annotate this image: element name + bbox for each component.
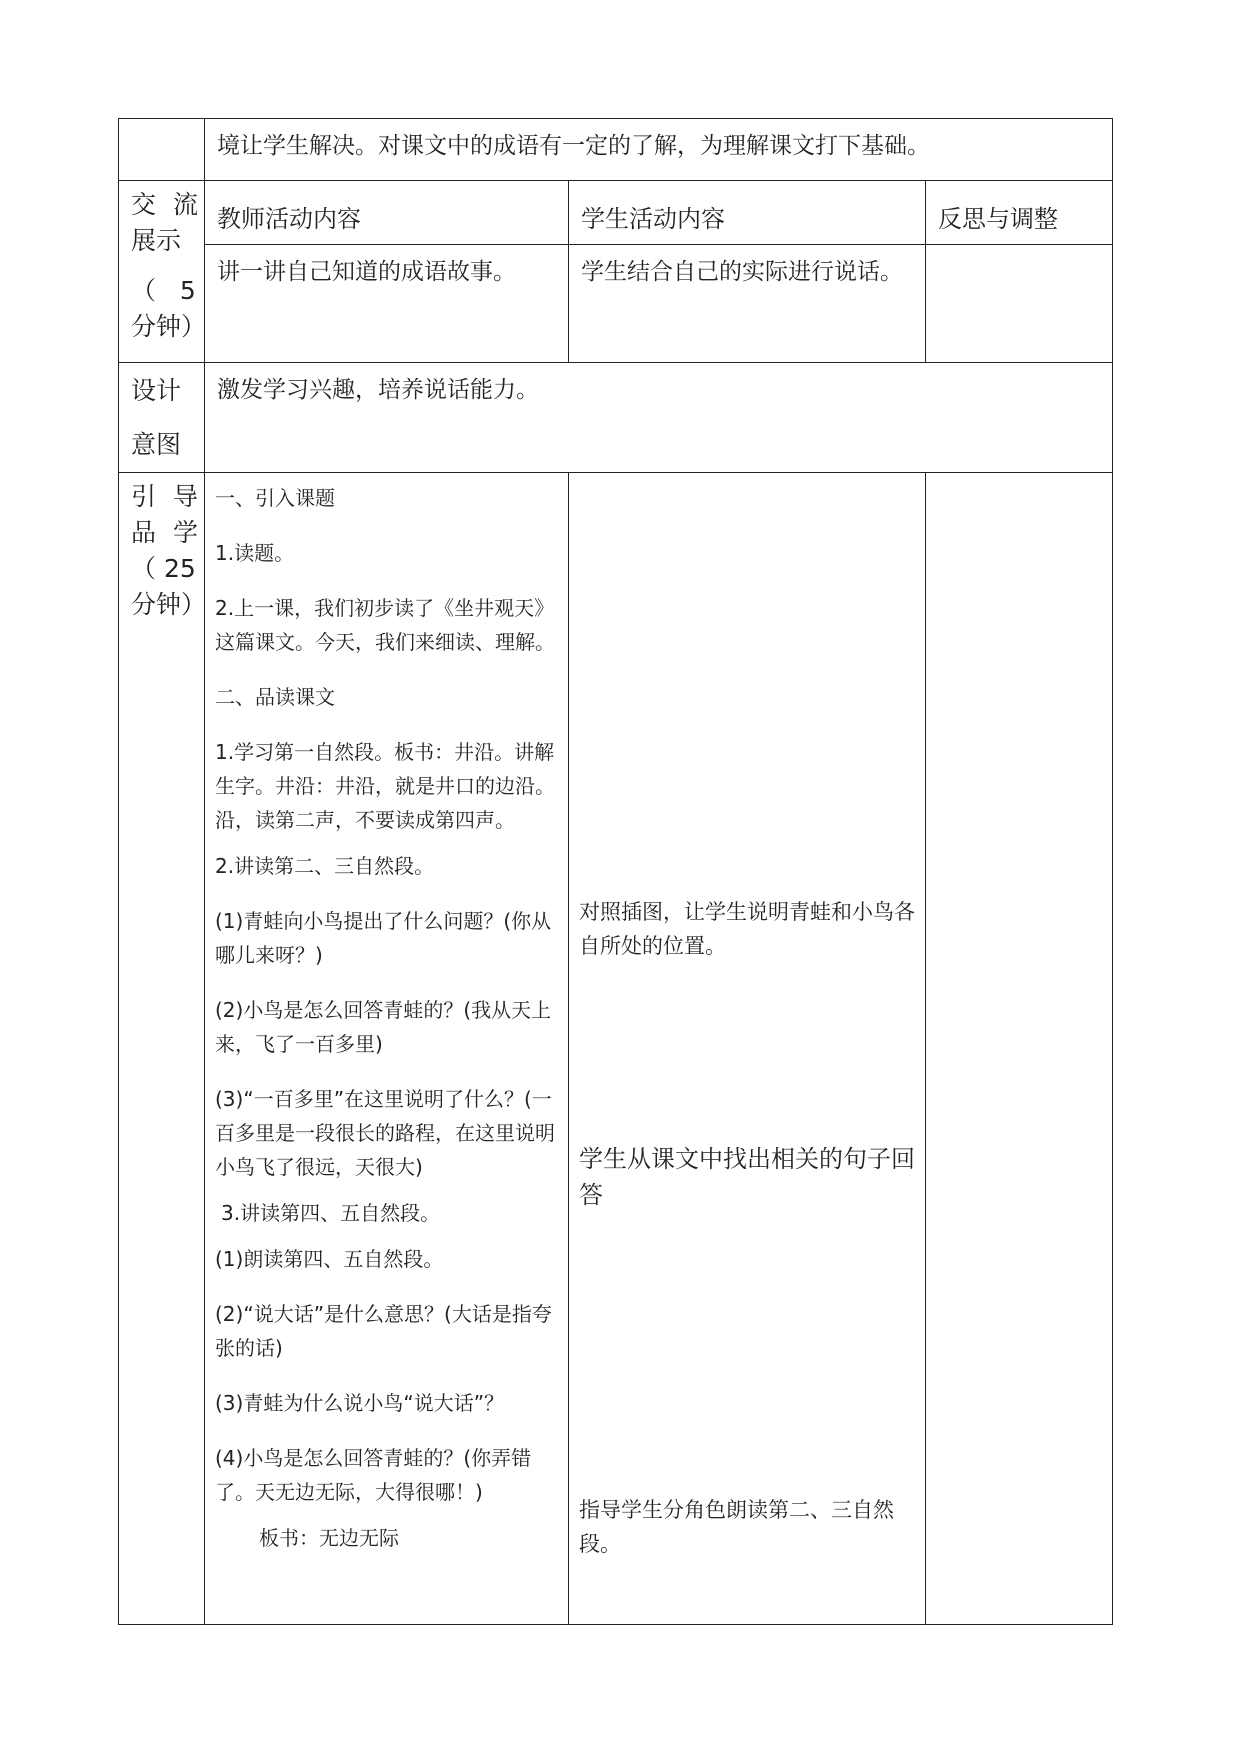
teacher-activity-header: 教师活动内容	[205, 181, 569, 245]
list-item: (3)青蛙为什么说小鸟“说大话”？	[215, 1391, 505, 1415]
label-line: 交 流	[131, 190, 198, 219]
student-note: 指导学生分角色朗读第二、三自然段。	[579, 1498, 894, 1556]
empty-label-cell	[119, 119, 205, 181]
list-item: (1)青蛙向小鸟提出了什么问题？(你从哪儿来呀？)	[215, 909, 552, 967]
list-item: (2)小鸟是怎么回答青蛙的？(我从天上来，飞了一百多里)	[215, 998, 552, 1056]
student-note: 学生从课文中找出相关的句子回答	[579, 1145, 915, 1209]
label-line: 意图	[131, 430, 182, 459]
list-item: (3)“一百多里”在这里说明了什么？(一百多里是一段很长的路程，在这里说明小鸟飞了很远，天很大)	[215, 1087, 555, 1179]
list-item: 2.讲读第二、三自然段。	[215, 854, 435, 878]
list-item: 2.上一课，我们初步读了《坐井观天》这篇课文。今天，我们来细读、理解。	[215, 596, 555, 654]
label-line: 分钟）	[131, 590, 207, 619]
exchange-reflection-cell	[926, 245, 1113, 363]
list-item: (4)小鸟是怎么回答青蛙的？(你弄错了。天无边无际，大得很哪！)	[215, 1446, 532, 1504]
guided-learning-row	[119, 473, 1113, 1625]
design-intent-row	[119, 363, 1113, 473]
label-line: （ 5	[131, 276, 196, 305]
guided-student-cell	[569, 473, 926, 1625]
label-line: 分钟）	[131, 312, 207, 341]
guided-reflection-cell	[926, 473, 1113, 1625]
list-item: (1)朗读第四、五自然段。	[215, 1247, 444, 1271]
section-heading: 一、引入课题	[215, 486, 335, 510]
label-line: （ 25	[131, 554, 196, 583]
exchange-student-cell: 学生结合自己的实际进行说话。	[569, 245, 926, 363]
list-item: 1.学习第一自然段。板书：井沿。讲解生字。井沿：井沿，就是井口的边沿。沿，读第二声，不要读成第四声。	[215, 740, 555, 832]
lesson-plan-table	[118, 118, 1113, 1625]
section-heading: 二、品读课文	[215, 685, 335, 709]
list-item: 3.讲读第四、五自然段。	[221, 1201, 441, 1225]
continuation-row	[119, 119, 1113, 181]
continuation-text: 境让学生解决。对课文中的成语有一定的了解，为理解课文打下基础。	[205, 119, 1113, 181]
student-note: 对照插图，让学生说明青蛙和小鸟各自所处的位置。	[579, 900, 915, 958]
exchange-label	[119, 181, 205, 363]
exchange-teacher-cell: 讲一讲自己知道的成语故事。	[205, 245, 569, 363]
label-line: 设计	[131, 376, 182, 405]
design-intent-label	[119, 363, 205, 473]
blackboard-note: 板书：无边无际	[259, 1526, 399, 1550]
student-activity-header: 学生活动内容	[569, 181, 926, 245]
guided-learning-label	[119, 473, 205, 1625]
label-line: 展示	[131, 226, 182, 255]
label-line: 引 导	[131, 482, 198, 511]
exchange-header-row	[119, 181, 1113, 245]
guided-teacher-cell	[205, 473, 569, 1625]
reflection-header: 反思与调整	[926, 181, 1113, 245]
design-intent-text: 激发学习兴趣，培养说话能力。	[205, 363, 1113, 473]
label-line: 品 学	[131, 518, 198, 547]
list-item: (2)“说大话”是什么意思？(大话是指夸张的话)	[215, 1302, 552, 1360]
exchange-content-row	[119, 245, 1113, 363]
list-item: 1.读题。	[215, 541, 295, 565]
